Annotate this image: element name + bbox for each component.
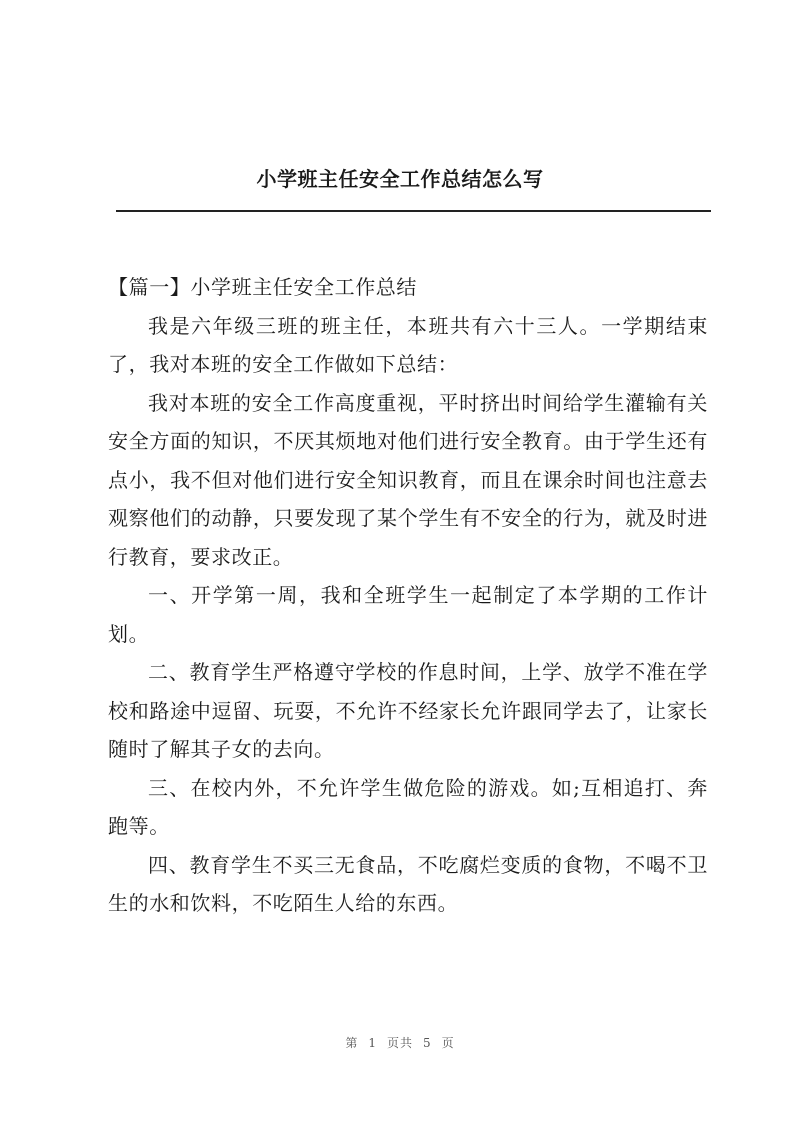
document-title: 小学班主任安全工作总结怎么写	[256, 167, 544, 191]
paragraph: 三、在校内外，不允许学生做危险的游戏。如;互相追打、奔跑等。	[108, 775, 708, 838]
footer-prefix: 第	[345, 1036, 359, 1050]
paragraph: 二、教育学生严格遵守学校的作息时间，上学、放学不准在学校和路途中逗留、玩耍，不允许不经家长允许跟同学去了，让家长随时了解其子女的去向。	[108, 660, 708, 761]
footer-middle: 页共	[386, 1036, 413, 1050]
paragraph: 四、教育学生不买三无食品，不吃腐烂变质的食物，不喝不卫生的水和饮料，不吃陌生人给的东西。	[108, 852, 708, 915]
footer-current-page: 1	[368, 1036, 377, 1050]
footer-total-pages: 5	[423, 1036, 432, 1050]
paragraph: 我对本班的安全工作高度重视，平时挤出时间给学生灌输有关安全方面的知识，不厌其烦地对他们进行安全教育。由于学生还有点小，我不但对他们进行安全知识教育，而且在课余时间也注意去观察他们的动静，只要发现了某个学生有不安全的行为，就及时进行教育，要求改正。	[108, 390, 708, 569]
paragraph: 一、开学第一周，我和全班学生一起制定了本学期的工作计划。	[108, 583, 708, 646]
paragraph: 我是六年级三班的班主任，本班共有六十三人。一学期结束了，我对本班的安全工作做如下总结：	[108, 313, 708, 376]
document-body	[108, 268, 708, 923]
page-footer	[0, 1034, 800, 1051]
section-heading: 【篇一】小学班主任安全工作总结	[108, 275, 417, 299]
title-divider	[116, 210, 711, 212]
footer-suffix: 页	[441, 1036, 455, 1050]
